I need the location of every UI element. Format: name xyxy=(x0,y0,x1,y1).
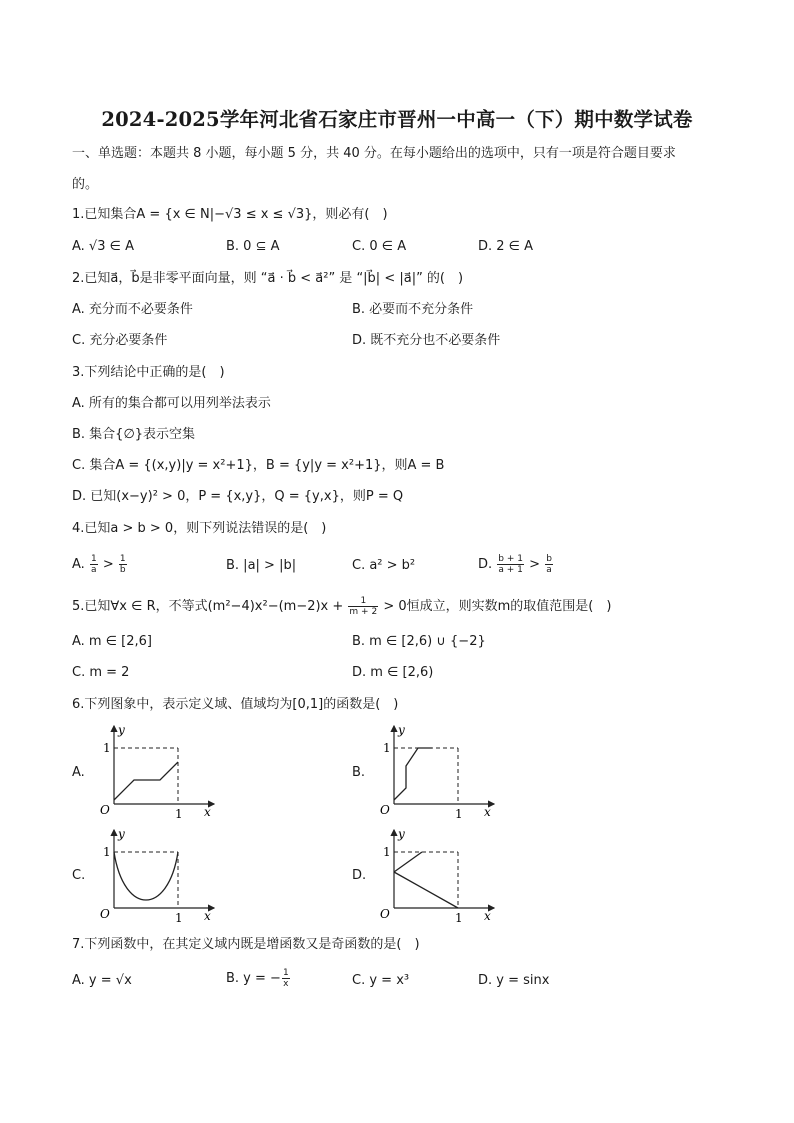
graph-b xyxy=(370,722,500,822)
question-7-stem: 7.下列函数中，在其定义域内既是增函数又是奇函数的是( ) xyxy=(72,937,420,952)
tick-label-y: 1 xyxy=(103,741,111,755)
stem-text: 5.已知∀x ∈ R，不等式(m²−4)x²−(m−2)x + xyxy=(72,599,344,614)
operator: > xyxy=(529,557,541,572)
denominator: x xyxy=(283,979,289,989)
question-1-option-b: B. 0 ⊆ A xyxy=(226,239,280,254)
fraction xyxy=(348,596,378,617)
question-2-option-b: B. 必要而不充分条件 xyxy=(352,302,474,317)
function-curve xyxy=(114,762,178,800)
origin-label: O xyxy=(380,803,390,817)
graph-d xyxy=(370,826,500,926)
origin-label: O xyxy=(100,907,110,921)
fraction xyxy=(282,968,290,989)
denominator: a xyxy=(91,565,97,575)
graph-a-label: A. xyxy=(72,765,85,780)
question-1-option-d: D. 2 ∈ A xyxy=(478,239,534,254)
tick-label-x: 1 xyxy=(455,911,463,925)
denominator: b xyxy=(119,565,126,575)
option-label: A. xyxy=(72,557,85,572)
graph-c xyxy=(90,826,220,926)
section-heading-cont: 的。 xyxy=(72,177,99,192)
denominator: a xyxy=(546,565,552,575)
question-4-option-d xyxy=(478,554,554,575)
question-3-option-b: B. 集合{∅}表示空集 xyxy=(72,427,196,442)
page-title: 2024-2025学年河北省石家庄市晋州一中高一（下）期中数学试卷 xyxy=(101,108,693,131)
option-label: D. xyxy=(478,557,493,572)
axis-label-x: x xyxy=(484,909,491,923)
operator: > xyxy=(102,557,114,572)
question-5-option-a: A. m ∈ [2,6] xyxy=(72,634,152,649)
axis-label-y: y xyxy=(398,827,405,841)
graph-c-label: C. xyxy=(72,868,86,883)
denominator: m + 2 xyxy=(349,607,378,617)
tick-label-y: 1 xyxy=(383,741,391,755)
origin-label: O xyxy=(380,907,390,921)
question-3-option-d: D. 已知(x−y)² > 0，P = {x,y}，Q = {y,x}，则P = Q xyxy=(72,489,404,504)
question-5-option-d: D. m ∈ [2,6) xyxy=(352,665,434,680)
axis-label-y: y xyxy=(118,723,125,737)
denominator: a + 1 xyxy=(498,565,523,575)
question-5-stem xyxy=(72,596,611,617)
tick-label-x: 1 xyxy=(175,911,183,925)
tick-label-y: 1 xyxy=(103,845,111,859)
option-text: B. y = − xyxy=(226,971,281,986)
numerator: 1 xyxy=(119,554,126,564)
function-curve xyxy=(114,852,178,900)
question-1-option-a: A. √3 ∈ A xyxy=(72,239,134,254)
tick-label-y: 1 xyxy=(383,845,391,859)
section-heading: 一、单选题：本题共 8 小题，每小题 5 分，共 40 分。在每小题给出的选项中，只有一项是符合题目要求 xyxy=(72,146,676,161)
question-2-stem: 2.已知a⃗，b⃗是非零平面向量，则 “a⃗ · b⃗ < a⃗²” 是 “|b⃗| < |a⃗|” 的( ) xyxy=(72,271,464,286)
numerator: 1 xyxy=(282,968,289,978)
question-1-option-c: C. 0 ∈ A xyxy=(352,239,407,254)
graph-d-label: D. xyxy=(352,868,367,883)
axis-label-x: x xyxy=(204,805,211,819)
question-3-stem: 3.下列结论中正确的是( ) xyxy=(72,365,225,380)
numerator: 1 xyxy=(90,554,97,564)
graph-a xyxy=(90,722,220,822)
question-4-option-b: B. |a| > |b| xyxy=(226,558,297,573)
question-3-option-c: C. 集合A = {(x,y)|y = x²+1}，B = {y|y = x²+1}，则A = B xyxy=(72,458,445,473)
numerator: b + 1 xyxy=(498,554,523,564)
question-7-option-c: C. y = x³ xyxy=(352,973,410,988)
question-4-stem: 4.已知a > b > 0，则下列说法错误的是( ) xyxy=(72,521,327,536)
axis-label-y: y xyxy=(398,723,405,737)
question-6-stem: 6.下列图象中，表示定义域、值域均为[0,1]的函数是( ) xyxy=(72,697,399,712)
function-segment xyxy=(394,852,422,872)
tick-label-x: 1 xyxy=(175,807,183,821)
tick-label-x: 1 xyxy=(455,807,463,821)
axis-label-x: x xyxy=(484,805,491,819)
question-3-option-a: A. 所有的集合都可以用列举法表示 xyxy=(72,396,271,411)
question-2-option-c: C. 充分必要条件 xyxy=(72,333,168,348)
axis-label-y: y xyxy=(118,827,125,841)
question-5-option-c: C. m = 2 xyxy=(72,665,130,680)
fraction xyxy=(545,554,553,575)
origin-label: O xyxy=(100,803,110,817)
function-curve xyxy=(394,748,432,800)
question-2-option-d: D. 既不充分也不必要条件 xyxy=(352,333,501,348)
question-1-stem: 1.已知集合A = {x ∈ N|−√3 ≤ x ≤ √3}，则必有( ) xyxy=(72,207,388,222)
question-4-option-c: C. a² > b² xyxy=(352,558,416,573)
question-7-option-b xyxy=(226,968,291,989)
fraction xyxy=(497,554,524,575)
stem-text: > 0恒成立，则实数m的取值范围是( ) xyxy=(383,599,612,614)
function-segment xyxy=(394,872,458,908)
question-4-option-a xyxy=(72,554,128,575)
graph-b-label: B. xyxy=(352,765,366,780)
numerator: 1 xyxy=(348,596,378,607)
fraction xyxy=(90,554,98,575)
fraction xyxy=(119,554,127,575)
question-7-option-a: A. y = √x xyxy=(72,973,132,988)
question-2-option-a: A. 充分而不必要条件 xyxy=(72,302,193,317)
numerator: b xyxy=(546,554,552,564)
axis-label-x: x xyxy=(204,909,211,923)
question-7-option-d: D. y = sinx xyxy=(478,973,550,988)
question-5-option-b: B. m ∈ [2,6) ∪ {−2} xyxy=(352,634,486,649)
